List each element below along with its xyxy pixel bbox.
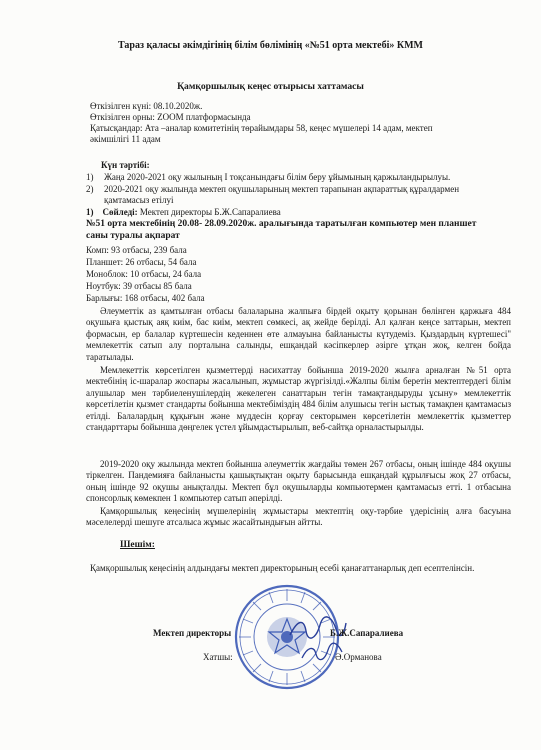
speaker-label: Сөйледі: <box>102 207 138 217</box>
document-title: Тараз қаласы әкімдігінің білім бөлімінің «№51 орта мектебі» КММ <box>118 40 423 51</box>
stat-computer: Комп: 93 отбасы, 239 бала <box>86 245 187 255</box>
paragraph-4: Қамқоршылық кеңесінің мүшелерінің жұмыстары мектептің оқу-тәрбие үдерісінің алға басуына мәселелерді шешуге атсалыса жұмыс жасайтындығын айтты. <box>86 506 511 528</box>
speaker-text: Мектеп директоры Б.Ж.Сапаралиева <box>139 207 281 217</box>
decision-text: Қамқоршылық кеңесінің алдындағы мектеп директорының есебі қанағаттанарлық деп есептелінсін. <box>90 563 475 573</box>
stat-tablet: Планшет: 26 отбасы, 54 бала <box>86 257 197 267</box>
stat-laptop: Ноутбук: 39 отбасы 85 бала <box>86 281 192 291</box>
director-name: Б.Ж.Сапаралиева <box>330 628 404 638</box>
agenda-item-1: Жаңа 2020-2021 оқу жылының І тоқсанындағы білім беру ұйымының қаржыландырылуы. <box>104 172 451 182</box>
paragraph-1: Әлеуметтік аз қамтылған отбасы балаларына жалпыға бірдей оқыту қорынан бөлінген қаржыға 484 оқушыға қыстық аяқ киім, бас киім, мектеп сөмкесі, ақ жейде берілді. Ал қалған кеңсе заттарын, мектеп формасын, ер балалар күртешесін кеденнен өте алмауына байланысты күтудеміз. Қыздардың күртешесі" мемлекеттік сатып алу порталына салынды, ешқандай кәсіпкерлер әзірге ұтқан жоқ, келген бойда таратылады. <box>86 306 511 362</box>
document-heading: Қамқоршылық кеңес отырысы хаттамасы <box>177 81 364 92</box>
subtitle-line-2: саны туралы ақпарат <box>86 231 180 241</box>
agenda-item-2-cont: қамтамасыз етілуі <box>104 195 174 205</box>
paragraph-2: Мемлекеттік көрсетілген қызметтерді насихаттау бойынша 2019-2020 жылға арналған №51 орта мектебінің іс-шаралар жоспары жасалынып, жұмыстар жүргізілді.«Жалпы білім беретін мектептердегі білім алушылар мен тәрбиеленушілердің жекелеген санаттарын тегін тамақтандыруды ұсыну» мемлекеттік көрсетілетін қызмет стандарты бойынша мектебіміздің 484 білім алушысы тегін ыстық тамақпен қамтамасыз етілді. Балалардың құқығын және мүддесін қорғау секторымен көрсетілетін мемлекеттік қызметтер стандарттары бойынша дөңгелек үстел ұйымдастырылып, веб-сайтқа орналастырылды. <box>86 365 511 433</box>
director-label: Мектеп директоры <box>153 628 232 638</box>
speaker-num: 1) <box>86 207 94 217</box>
agenda-title: Күн тәртібі: <box>101 160 150 170</box>
meta-date: Өткізілген күні: 08.10.2020ж. <box>90 101 203 111</box>
stat-monoblock: Моноблок: 10 отбасы, 24 бала <box>86 269 202 279</box>
stat-total: Барлығы: 168 отбасы, 402 бала <box>86 293 205 303</box>
speaker-line <box>86 207 281 218</box>
meta-attendees: Қатысқандар: Ата –аналар комитетінің төрайымдары 58, кеңес мүшелері 14 адам, мектеп <box>90 123 433 133</box>
paragraph-3: 2019-2020 оқу жылында мектеп бойынша әлеуметтік жағдайы төмен 267 отбасы, оның ішінде 484 оқушы тіркелген. Пандемияға байланысты қашықтықтан оқыту барысында ешқандай құрылғысы жоқ 27 отбасы, оның ішінде 92 оқушы анықталды. Мектеп бұл оқушыларды компьютермен қамтамасыз етті. 1 отбасына спонсорлық көмекпен 1 компьютер сатып әперілді. <box>86 459 511 504</box>
meta-attendees-cont: әкімшілігі 11 адам <box>90 134 161 144</box>
agenda-item-2: 2020-2021 оқу жылында мектеп оқушыларының мектеп тарапынан ақпараттық құралдармен <box>104 184 460 194</box>
decision-title: Шешім: <box>120 540 155 550</box>
subtitle-line-1: №51 орта мектебінің 20.08- 28.09.2020ж. аралығында таратылған компьютер мен планшет <box>86 219 477 229</box>
secretary-name: Ә.Орманова <box>335 652 382 662</box>
secretary-label: Хатшы: <box>203 652 233 662</box>
agenda-num-1: 1) <box>86 172 94 182</box>
meta-place: Өткізілген орны: ZOOM платформасында <box>90 112 251 122</box>
agenda-num-2: 2) <box>86 184 94 194</box>
